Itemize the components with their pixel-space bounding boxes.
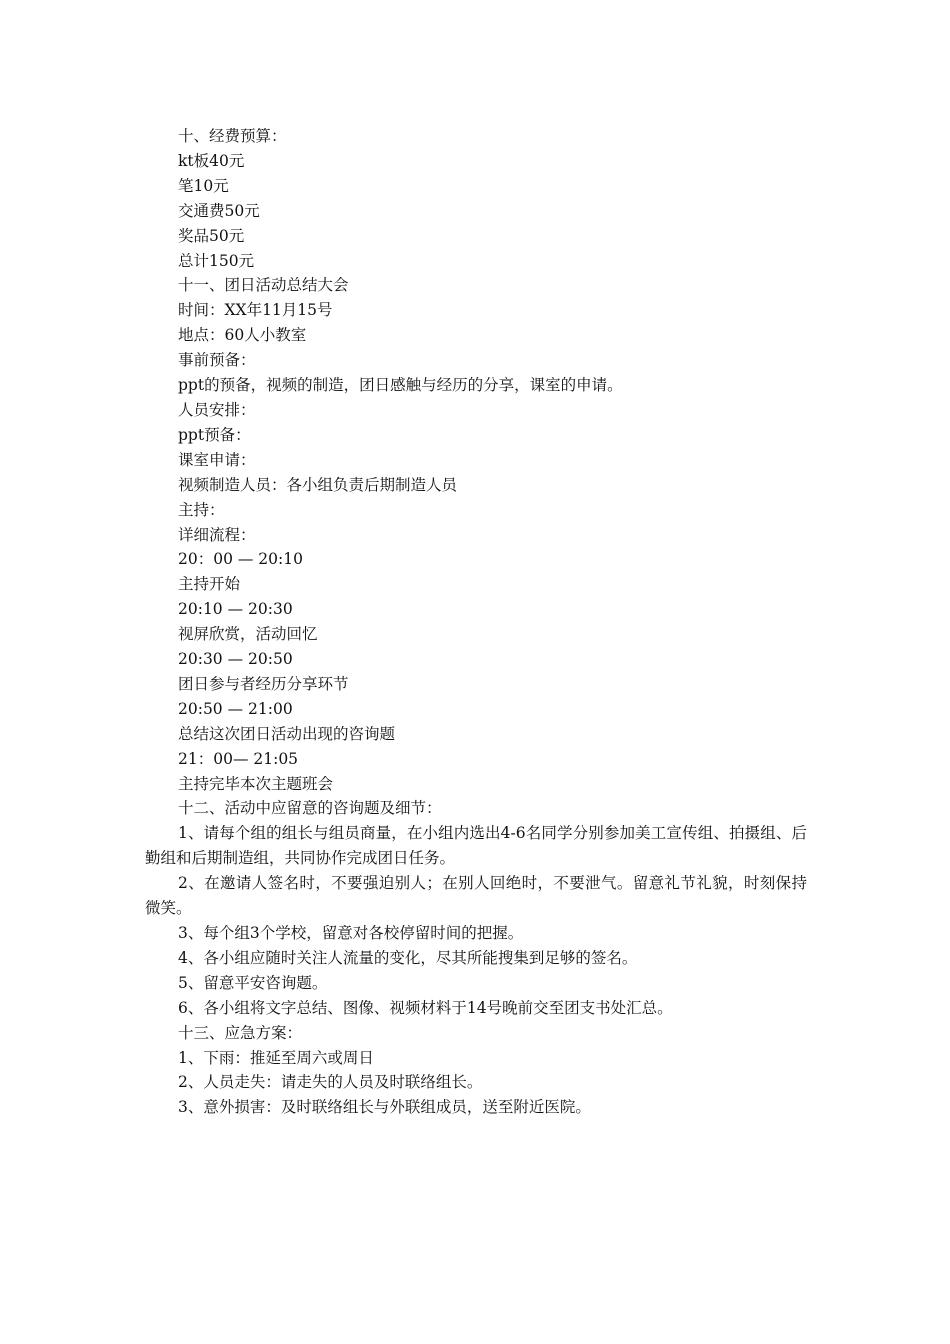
meeting-time: 时间：XX年11月15号 [178, 301, 333, 320]
schedule-item: 视屏欣赏，活动回忆 [178, 625, 318, 644]
meeting-location: 地点：60人小教室 [178, 326, 307, 345]
budget-total: 总计150元 [178, 251, 255, 270]
preparation-detail: ppt的预备，视频的制造，团日感触与经历的分享，课室的申请。 [178, 376, 623, 395]
staffing-label: 人员安排： [178, 400, 256, 419]
schedule-item: 团日参与者经历分享环节 [178, 674, 349, 693]
contingency-item: 3、意外损害：及时联络组长与外联组成员，送至附近医院。 [178, 1098, 591, 1117]
contingency-item: 2、人员走失：请走失的人员及时联络组长。 [178, 1073, 483, 1092]
schedule-time: 20:10 — 20:30 [178, 600, 293, 619]
note-paragraph: 2、在邀请人签名时，不要强迫别人；在别人回绝时，不要泄气。留意礼节礼貌，时刻保持微笑。 [145, 874, 807, 918]
schedule-label: 详细流程： [178, 525, 256, 544]
staffing-ppt: ppt预备： [178, 425, 251, 444]
schedule-time: 20:30 — 20:50 [178, 650, 293, 669]
budget-item-pen: 笔10元 [178, 176, 229, 195]
budget-item-transport: 交通费50元 [178, 201, 260, 220]
section-heading-summary-meeting: 十一、团日活动总结大会 [178, 276, 349, 295]
staffing-host: 主持： [178, 500, 225, 519]
note-paragraph: 6、各小组将文字总结、图像、视频材料于14号晚前交至团支书处汇总。 [178, 998, 673, 1017]
schedule-time: 20：00 — 20:10 [178, 550, 303, 569]
schedule-time: 20:50 — 21:00 [178, 699, 293, 718]
schedule-item: 总结这次团日活动出现的咨询题 [178, 724, 396, 743]
section-heading-contingency: 十三、应急方案： [178, 1023, 303, 1042]
section-heading-budget: 十、经费预算： [178, 127, 287, 145]
section-heading-notes: 十二、活动中应留意的咨询题及细节： [178, 799, 442, 818]
contingency-item: 1、下雨：推延至周六或周日 [178, 1048, 374, 1067]
budget-item-kt-board: kt板40元 [178, 151, 245, 170]
schedule-item: 主持开始 [178, 575, 241, 594]
staffing-classroom: 课室申请： [178, 450, 256, 469]
note-paragraph: 5、留意平安咨询题。 [178, 973, 328, 992]
note-paragraph: 3、每个组3个学校，留意对各校停留时间的把握。 [178, 924, 524, 942]
preparation-label: 事前预备： [178, 351, 256, 370]
staffing-video: 视频制造人员：各小组负责后期制造人员 [178, 475, 458, 494]
document-body [145, 124, 807, 1120]
note-paragraph: 1、请每个组的组长与组员商量，在小组内选出4-6名同学分别参加美工宣传组、拍摄组、后勤组和后期制造组，共同协作完成团日任务。 [145, 824, 807, 868]
schedule-item: 主持完毕本次主题班会 [178, 774, 334, 793]
note-paragraph: 4、各小组应随时关注人流量的变化，尽其所能搜集到足够的签名。 [178, 948, 638, 967]
schedule-time: 21：00— 21:05 [178, 749, 299, 768]
budget-item-prizes: 奖品50元 [178, 226, 245, 245]
